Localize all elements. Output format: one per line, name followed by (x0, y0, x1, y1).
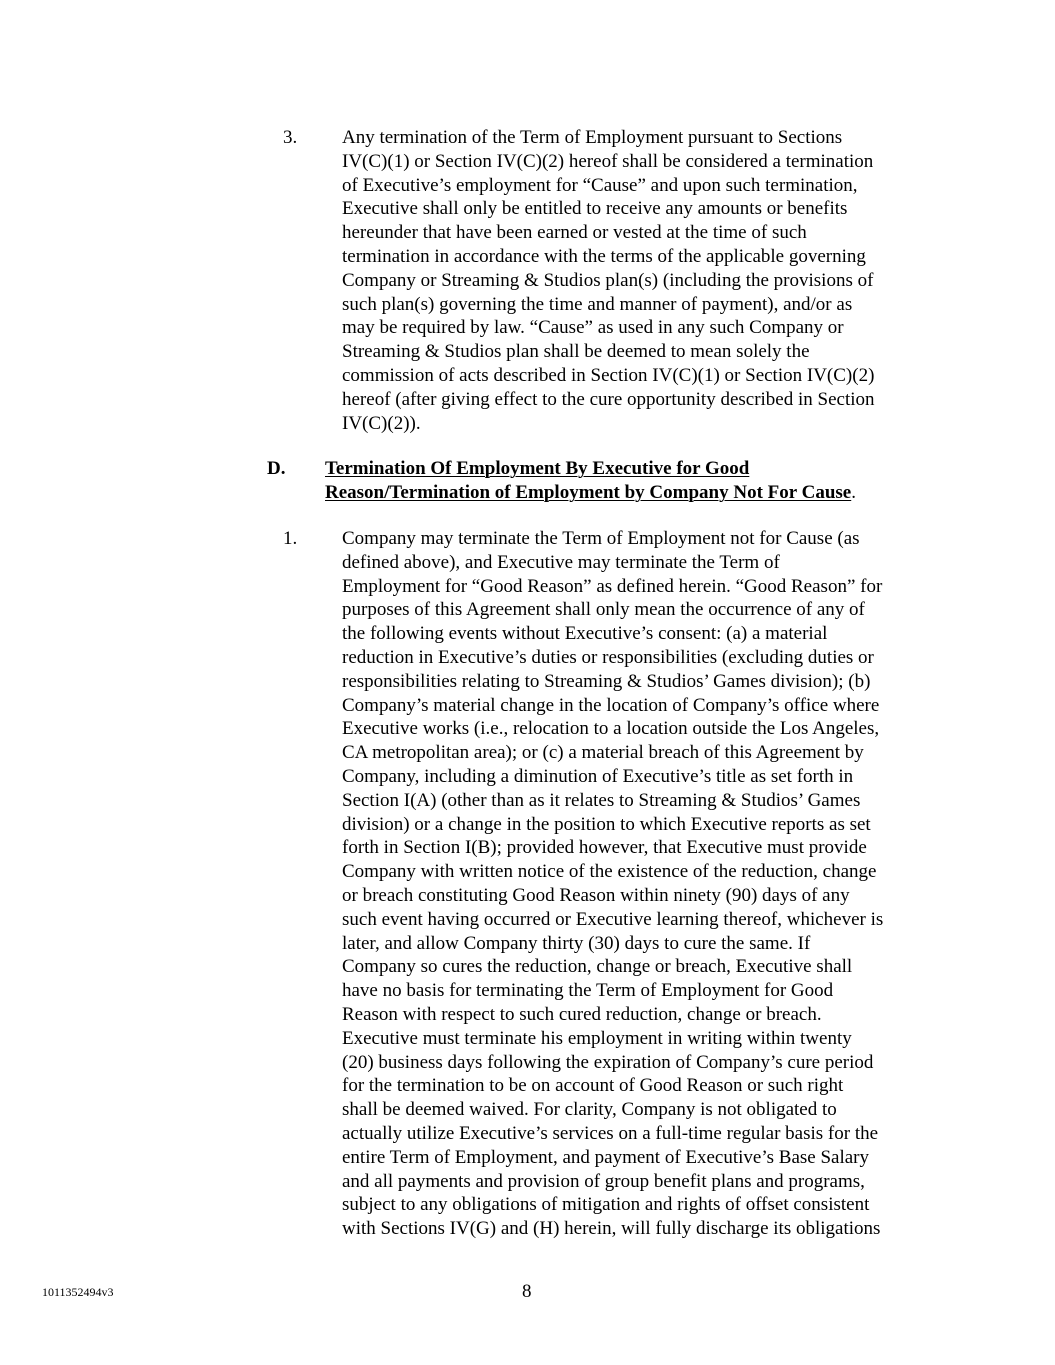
item-3-line: Streaming & Studios plan shall be deemed to mean solely the (342, 341, 810, 363)
item-3-number: 3. (283, 127, 298, 148)
item-1-line: and all payments and provision of group benefit plans and programs, (342, 1170, 865, 1192)
item-1-line: forth in Section I(B); provided however, that Executive must provide (342, 837, 867, 859)
item-3-text (342, 126, 942, 435)
item-3-line: of Executive’s employment for “Cause” and upon such termination, (342, 174, 858, 196)
item-3-line: commission of acts described in Section IV(C)(1) or Section IV(C)(2) (342, 364, 875, 386)
item-1-line: shall be deemed waived. For clarity, Company is not obligated to (342, 1099, 837, 1121)
item-1-line: Company, including a diminution of Executive’s title as set forth in (342, 765, 854, 787)
item-1-line: Company with written notice of the existence of the reduction, change (342, 861, 877, 883)
item-1-line: have no basis for terminating the Term of Employment for Good (342, 980, 834, 1002)
section-d-letter: D. (267, 458, 286, 479)
item-3-line: Any termination of the Term of Employment pursuant to Sections (342, 127, 843, 148)
section-d-title-period: . (851, 482, 856, 503)
item-1-number: 1. (283, 528, 298, 549)
item-1-line: for the termination to be on account of Good Reason or such right (342, 1075, 844, 1097)
footer-document-id: 1011352494v3 (42, 1285, 114, 1299)
item-3-line: such plan(s) governing the time and manner of payment), and/or as (342, 293, 853, 315)
item-1-line: Reason with respect to such cured reduction, change or breach. (342, 1003, 822, 1025)
item-3-line: hereof (after giving effect to the cure opportunity described in Section (342, 388, 875, 410)
item-1-line: reduction in Executive’s duties or responsibilities (excluding duties or (342, 646, 874, 668)
item-1-line: the following events without Executive’s consent: (a) a material (342, 623, 828, 645)
item-3-line: hereunder that have been earned or vested at the time of such (342, 222, 807, 244)
item-1-line: subject to any obligations of mitigation and rights of offset consistent (342, 1194, 870, 1216)
item-3-line: may be required by law. “Cause” as used in any such Company or (342, 317, 844, 339)
item-1-line: Company’s material change in the location of Company’s office where (342, 694, 880, 716)
item-1-line: purposes of this Agreement shall only mean the occurrence of any of (342, 599, 865, 621)
item-1-line: division) or a change in the position to which Executive reports as set (342, 813, 871, 835)
item-3-line: Company or Streaming & Studios plan(s) (including the provisions of (342, 269, 874, 291)
item-1-line: defined above), and Executive may terminate the Term of (342, 551, 780, 573)
item-1-line: Section I(A) (other than as it relates to Streaming & Studios’ Games (342, 789, 861, 811)
section-d-title-line-2: Reason/Termination of Employment by Company Not For Cause (325, 482, 852, 503)
item-1-line: entire Term of Employment, and payment of Executive’s Base Salary (342, 1146, 869, 1168)
item-1-text (342, 527, 942, 1241)
item-1-line: or breach constituting Good Reason within ninety (90) days of any (342, 884, 850, 906)
item-1-line: CA metropolitan area); or (c) a material breach of this Agreement by (342, 742, 864, 764)
section-d-title-line-1: Termination Of Employment By Executive for Good (325, 458, 750, 479)
item-1-line: Company may terminate the Term of Employment not for Cause (as (342, 528, 860, 549)
item-1-line: Company so cures the reduction, change or breach, Executive shall (342, 956, 853, 978)
item-1-line: actually utilize Executive’s services on a full-time regular basis for the (342, 1122, 879, 1144)
item-1-line: (20) business days following the expiration of Company’s cure period (342, 1051, 874, 1073)
item-1-line: such event having occurred or Executive learning thereof, whichever is (342, 908, 884, 930)
item-1-line: Employment for “Good Reason” as defined herein. “Good Reason” for (342, 575, 883, 597)
section-d-heading (325, 457, 856, 505)
item-1-line: with Sections IV(G) and (H) herein, will fully discharge its obligations (342, 1218, 881, 1240)
item-1-line: Executive must terminate his employment in writing within twenty (342, 1027, 852, 1049)
item-1-line: later, and allow Company thirty (30) days to cure the same. If (342, 932, 811, 954)
footer-page-number: 8 (522, 1281, 532, 1302)
item-1-line: Executive works (i.e., relocation to a location outside the Los Angeles, (342, 718, 880, 740)
item-3-line: IV(C)(1) or Section IV(C)(2) hereof shall be considered a termination (342, 150, 874, 172)
item-1-line: responsibilities relating to Streaming & Studios’ Games division); (b) (342, 670, 871, 692)
item-3-line: Executive shall only be entitled to receive any amounts or benefits (342, 198, 848, 220)
item-3-line: IV(C)(2)). (342, 412, 421, 434)
item-3-line: termination in accordance with the terms of the applicable governing (342, 245, 866, 267)
